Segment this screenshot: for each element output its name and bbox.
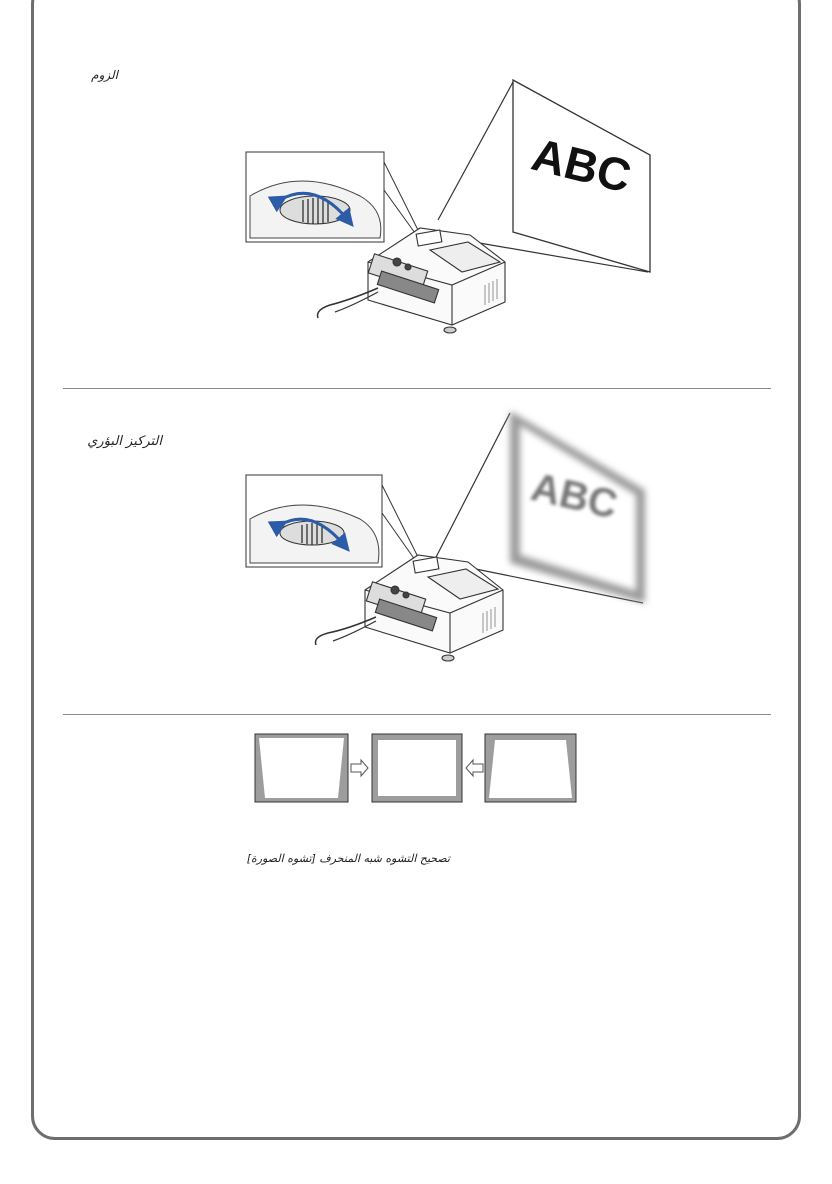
keystone-frame-left [255,734,348,802]
power-cable [318,288,379,318]
focus-ring-inset [246,475,420,567]
screen-text: ABC [526,127,637,203]
arrow-right-icon [351,760,368,776]
screen-text: ABC [527,464,622,528]
focus-heading: التركيز البؤري [87,434,162,449]
keystone-frame-right [485,734,576,802]
keystone-caption: تصحيح التشوه شبه المنحرف [تشوه الصورة] [246,852,450,865]
zoom-heading: الزوم [91,68,118,82]
zoom-lever-inset [246,152,420,242]
arrow-left-icon [466,760,483,776]
divider-2 [63,714,771,715]
zoom-illustration [0,0,832,380]
power-cable [316,617,377,645]
keystone-frame-center [372,734,462,802]
keystone-diagram [0,732,832,812]
divider-1 [63,388,771,389]
focus-illustration [0,395,832,715]
